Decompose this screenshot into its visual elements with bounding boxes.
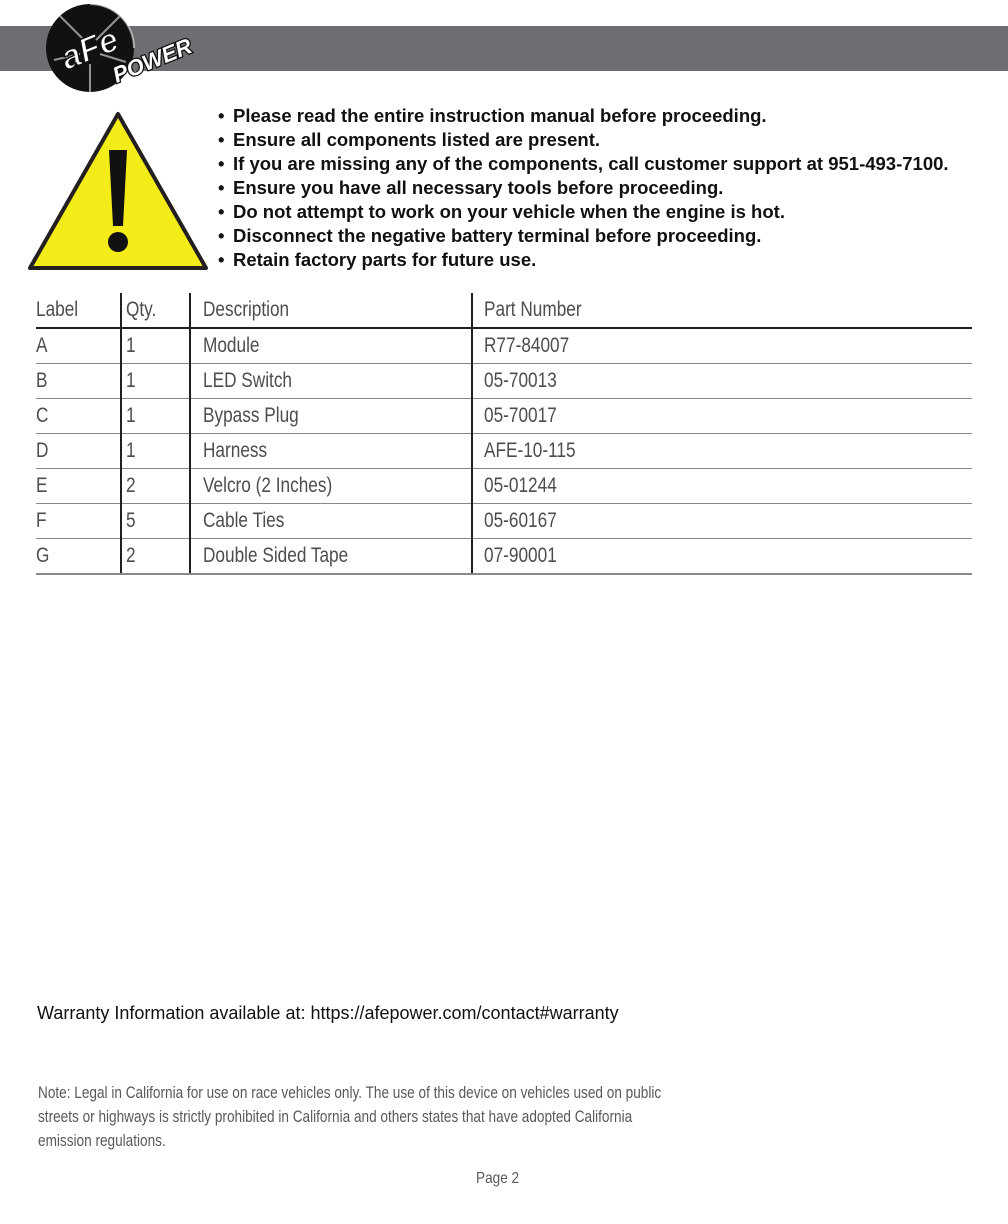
cell-part-number: 07-90001 [472, 539, 972, 575]
table-header-row [36, 293, 972, 328]
table-row [36, 504, 972, 539]
cell-qty: 1 [121, 364, 190, 399]
table-row [36, 469, 972, 504]
cell-part-number: R77-84007 [472, 328, 972, 364]
cell-qty: 2 [121, 539, 190, 575]
table-row [36, 328, 972, 364]
cell-description: Cable Ties [190, 504, 472, 539]
cell-description: Velcro (2 Inches) [190, 469, 472, 504]
safety-item: • Ensure you have all necessary tools before proceeding. [218, 177, 724, 198]
table-row [36, 539, 972, 575]
safety-item: • Ensure all components listed are present. [218, 129, 601, 150]
cell-qty: 1 [121, 399, 190, 434]
warning-triangle-icon [26, 108, 210, 274]
legal-note [38, 1081, 798, 1153]
safety-item: • Disconnect the negative battery terminal before proceeding. [218, 225, 762, 246]
cell-qty: 1 [121, 328, 190, 364]
table-row [36, 434, 972, 469]
parts-table [36, 293, 972, 575]
column-header-part-number: Part Number [472, 293, 972, 328]
cell-label: D [36, 434, 121, 469]
cell-qty: 2 [121, 469, 190, 504]
table-row [36, 364, 972, 399]
safety-instructions-list [218, 104, 949, 272]
cell-description: LED Switch [190, 364, 472, 399]
cell-qty: 1 [121, 434, 190, 469]
logo-subtext: POWER [108, 33, 196, 88]
afe-power-logo [40, 0, 200, 100]
warranty-info: Warranty Information available at: https://afepower.com/contact#warranty [37, 1003, 619, 1023]
cell-label: G [36, 539, 121, 575]
cell-qty: 5 [121, 504, 190, 539]
cell-label: C [36, 399, 121, 434]
cell-description: Harness [190, 434, 472, 469]
cell-description: Module [190, 328, 472, 364]
safety-item: • Please read the entire instruction manual before proceeding. [218, 105, 767, 126]
column-header-label: Label [36, 293, 121, 328]
legal-note-line: emission regulations. [38, 1131, 166, 1150]
cell-part-number: 05-70017 [472, 399, 972, 434]
safety-item: • If you are missing any of the components, call customer support at 951-493-7100. [218, 153, 949, 174]
page-number: Page 2 [476, 1170, 520, 1187]
cell-description: Bypass Plug [190, 399, 472, 434]
logo-text: aFe [55, 20, 124, 78]
cell-label: F [36, 504, 121, 539]
cell-part-number: AFE-10-115 [472, 434, 972, 469]
safety-item: • Retain factory parts for future use. [218, 249, 537, 270]
column-header-qty: Qty. [121, 293, 190, 328]
column-header-description: Description [190, 293, 472, 328]
cell-description: Double Sided Tape [190, 539, 472, 575]
legal-note-line: streets or highways is strictly prohibited in California and others states that have adopted California [38, 1107, 633, 1126]
cell-part-number: 05-60167 [472, 504, 972, 539]
legal-note-line: Note: Legal in California for use on race vehicles only. The use of this device on vehicles used on public [38, 1083, 662, 1102]
cell-label: A [36, 328, 121, 364]
table-row [36, 399, 972, 434]
cell-label: E [36, 469, 121, 504]
cell-part-number: 05-01244 [472, 469, 972, 504]
safety-item: • Do not attempt to work on your vehicle when the engine is hot. [218, 201, 785, 222]
cell-part-number: 05-70013 [472, 364, 972, 399]
cell-label: B [36, 364, 121, 399]
